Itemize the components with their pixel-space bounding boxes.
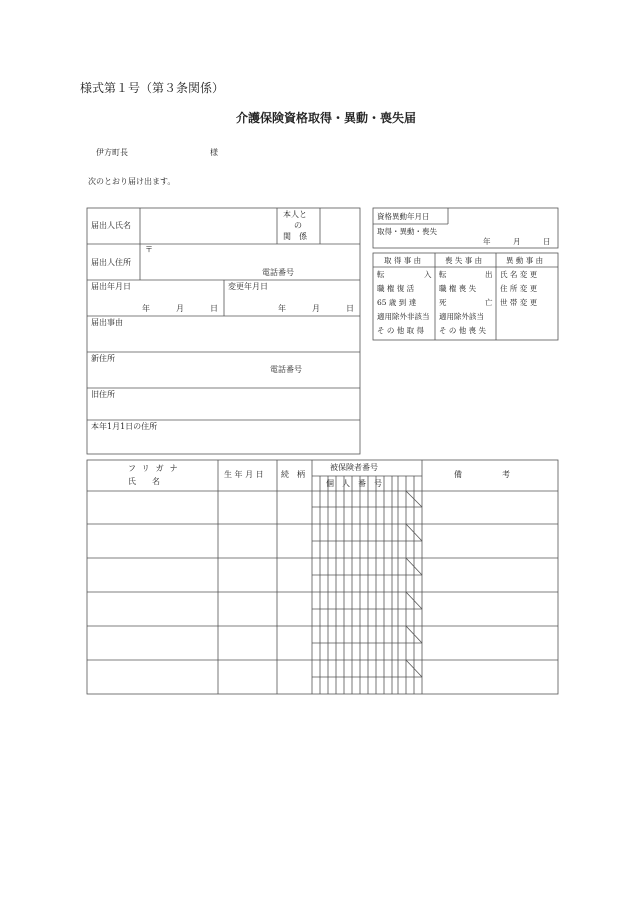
loss-reason-5: そ の 他 喪 失 [439, 326, 487, 335]
new-address-label: 新住所 [91, 354, 115, 363]
relation-line-1: 本人と [283, 210, 307, 219]
jan1-address-label: 本年1月1日の住所 [91, 422, 158, 431]
address-label: 届出人住所 [91, 258, 131, 267]
loss-reason-header: 喪 失 事 由 [445, 256, 483, 265]
name-header: 氏 名 [128, 477, 160, 486]
acq-reason-3: 65 歳 到 達 [377, 298, 417, 307]
relation-line-2: の [294, 221, 302, 230]
acq-label: 取得・異動・喪失 [377, 227, 437, 236]
qual-day: 日 [543, 237, 551, 246]
acq-reason-2: 職 権 復 活 [377, 284, 415, 293]
qual-year: 年 [483, 237, 491, 246]
acq-reason-5: そ の 他 取 得 [377, 326, 425, 335]
loss-reason-3a: 死 [439, 298, 447, 307]
postal-mark: 〒 [145, 245, 153, 254]
change-month: 月 [312, 304, 320, 313]
loss-reason-4: 適用除外該当 [439, 312, 484, 321]
relation-line-3: 関 係 [283, 232, 307, 241]
name-label: 届出人氏名 [91, 221, 131, 230]
old-address-label: 旧住所 [91, 390, 115, 399]
change-day: 日 [346, 304, 354, 313]
remarks-header: 備 考 [454, 470, 510, 479]
loss-reason-3b: 亡 [485, 298, 493, 307]
change-reason-3: 世 帯 変 更 [500, 298, 538, 307]
change-reason-2: 住 所 変 更 [500, 284, 538, 293]
qual-month: 月 [513, 237, 521, 246]
acq-reason-1b: 入 [424, 270, 432, 279]
loss-reason-2: 職 権 喪 失 [439, 284, 477, 293]
change-reason-1: 氏 名 変 更 [500, 270, 538, 279]
furigana-header: フリガナ [128, 464, 184, 473]
acq-reason-1a: 転 [377, 270, 385, 279]
addressee-honorific: 様 [210, 148, 218, 157]
filing-year: 年 [142, 304, 150, 313]
relation-header: 続 柄 [281, 470, 305, 479]
change-reason-header: 異 動 事 由 [506, 256, 544, 265]
insured-no-header: 被保険者番号 [330, 463, 378, 472]
intro-text: 次のとおり届け出ます。 [88, 177, 176, 186]
filing-date-label: 届出年月日 [91, 282, 131, 291]
loss-reason-1b: 出 [485, 270, 493, 279]
acq-reason-header: 取 得 事 由 [384, 256, 422, 265]
change-date-label: 変更年月日 [228, 282, 268, 291]
birth-header: 生 年 月 日 [224, 470, 264, 479]
filing-day: 日 [210, 304, 218, 313]
qual-change-date-label: 資格異動年月日 [377, 212, 430, 221]
reason-label: 届出事由 [91, 318, 123, 327]
phone-label: 電話番号 [262, 268, 294, 277]
acq-reason-4: 適用除外非該当 [377, 312, 430, 321]
loss-reason-1a: 転 [439, 270, 447, 279]
addressee-name: 伊方町長 [96, 148, 128, 157]
new-phone-label: 電話番号 [270, 365, 302, 374]
page-title: 介護保険資格取得・異動・喪失届 [236, 111, 417, 125]
form-id: 様式第１号（第３条関係） [80, 81, 225, 95]
personal-no-header: 個 人 番 号 [326, 479, 382, 488]
filing-month: 月 [176, 304, 184, 313]
change-year: 年 [278, 304, 286, 313]
